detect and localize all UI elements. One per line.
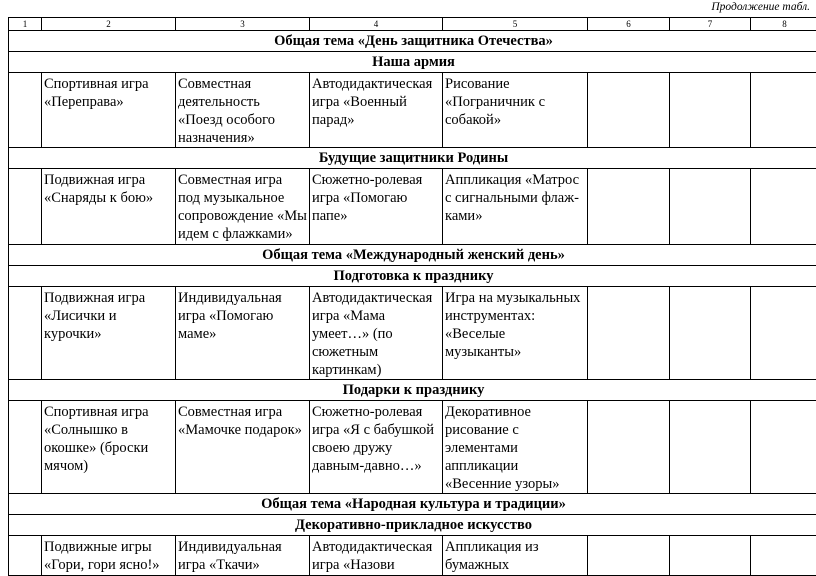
table-cell: Подвижная игра «Лисички и курочки» <box>42 287 176 380</box>
empty-cell <box>9 287 42 380</box>
empty-cell <box>588 169 670 245</box>
table-cell: Аппликация «Матрос с сигнальными флаж-ками» <box>443 169 588 245</box>
table-row <box>9 169 816 245</box>
subtopic-title: Наша армия <box>9 52 816 73</box>
empty-cell <box>670 169 751 245</box>
empty-cell <box>588 536 670 576</box>
table-row <box>9 401 816 494</box>
column-number-row <box>9 18 816 31</box>
subtopic-row <box>9 266 816 287</box>
table-cell: Подвижные игры «Гори, гори ясно!» <box>42 536 176 576</box>
subtopic-title: Декоративно-прикладное искусство <box>9 515 816 536</box>
column-number: 8 <box>751 18 816 31</box>
table-cell: Совместная игра «Мамочке подарок» <box>176 401 310 494</box>
column-number: 4 <box>310 18 443 31</box>
table-cell: Подвижная игра «Снаряды к бою» <box>42 169 176 245</box>
activity-table <box>8 17 816 576</box>
empty-cell <box>751 287 816 380</box>
subtopic-row <box>9 380 816 401</box>
subtopic-row <box>9 52 816 73</box>
empty-cell <box>670 536 751 576</box>
table-cell: Спортивная игра «Солнышко в окошке» (броски мячом) <box>42 401 176 494</box>
empty-cell <box>588 287 670 380</box>
table-cell: Аппликация из бумажных <box>443 536 588 576</box>
topic-title: Общая тема «Международный женский день» <box>9 245 816 266</box>
column-number: 7 <box>670 18 751 31</box>
table-cell: Декоративное рисование с элементами аппликации «Весенние узоры» <box>443 401 588 494</box>
table-row <box>9 73 816 148</box>
empty-cell <box>751 73 816 148</box>
table-continuation-caption: Продолжение табл. <box>711 1 810 13</box>
table-cell: Индивидуальная игра «Помогаю маме» <box>176 287 310 380</box>
empty-cell <box>670 73 751 148</box>
empty-cell <box>9 73 42 148</box>
table-cell: Индивидуальная игра «Ткачи» <box>176 536 310 576</box>
topic-title: Общая тема «День защитника Отечества» <box>9 31 816 52</box>
table-cell: Сюжетно-ролевая игра «Помогаю папе» <box>310 169 443 245</box>
column-number: 5 <box>443 18 588 31</box>
table-cell: Рисование «Пограничник с собакой» <box>443 73 588 148</box>
empty-cell <box>9 401 42 494</box>
topic-row <box>9 245 816 266</box>
empty-cell <box>588 73 670 148</box>
topic-row <box>9 31 816 52</box>
empty-cell <box>751 536 816 576</box>
table-cell: Спортивная игра «Переправа» <box>42 73 176 148</box>
topic-row <box>9 494 816 515</box>
empty-cell <box>670 401 751 494</box>
table-cell: Автодидактическая игра «Мама умеет…» (по сюжетным картинкам) <box>310 287 443 380</box>
table-cell: Совместная деятельность «Поезд особого назначения» <box>176 73 310 148</box>
table-cell: Совместная игра под музыкальное сопровождение «Мы идем с флажками» <box>176 169 310 245</box>
column-number: 1 <box>9 18 42 31</box>
table-cell: Автодидактическая игра «Военный парад» <box>310 73 443 148</box>
empty-cell <box>751 401 816 494</box>
column-number: 2 <box>42 18 176 31</box>
column-number: 6 <box>588 18 670 31</box>
table-cell: Игра на музыкальных инструментах: «Веселые музыканты» <box>443 287 588 380</box>
topic-title: Общая тема «Народная культура и традиции» <box>9 494 816 515</box>
subtopic-title: Будущие защитники Родины <box>9 148 816 169</box>
empty-cell <box>9 169 42 245</box>
subtopic-row <box>9 148 816 169</box>
table-row <box>9 287 816 380</box>
column-number: 3 <box>176 18 310 31</box>
empty-cell <box>9 536 42 576</box>
subtopic-title: Подготовка к празднику <box>9 266 816 287</box>
table-row <box>9 536 816 576</box>
subtopic-row <box>9 515 816 536</box>
table-cell: Автодидактическая игра «Назови <box>310 536 443 576</box>
empty-cell <box>588 401 670 494</box>
subtopic-title: Подарки к празднику <box>9 380 816 401</box>
table-cell: Сюжетно-ролевая игра «Я с бабушкой своею дружу давным-давно…» <box>310 401 443 494</box>
empty-cell <box>670 287 751 380</box>
empty-cell <box>751 169 816 245</box>
